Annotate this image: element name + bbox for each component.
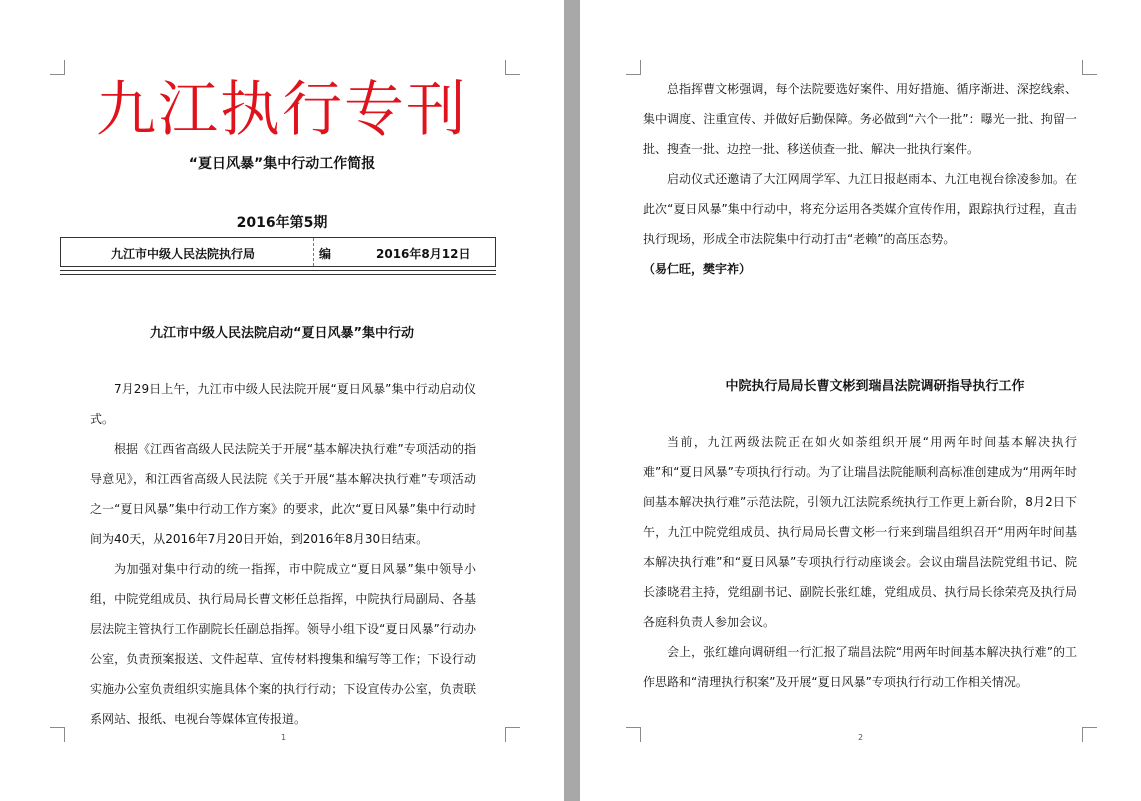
paragraph: 会上，张红雄向调研组一行汇报了瑞昌法院“用两年时间基本解决执行难”的工作思路和“清理执行积案”及开展“夏日风暴”专项执行行动工作相关情况。 <box>643 645 1077 689</box>
paragraph: 根据《江西省高级人民法院关于开展“基本解决执行难”专项活动的指导意见》，和江西省高级人民法院《关于开展“基本解决执行难”专项活动之一“夏日风暴”集中行动工作方案》的要求，此次“夏日风暴”集中行动时间为40天，从2016年7月20日开始，到2016年8月30日结束。 <box>90 442 476 546</box>
divider-line <box>60 274 496 275</box>
page-number: 1 <box>281 733 287 742</box>
paragraph: 为加强对集中行动的统一指挥，市中院成立“夏日风暴”集中领导小组，中院党组成员、执行局局长曹文彬任总指挥，中院执行局副局、各基层法院主管执行工作副院长任副总指挥。领导小组下设“夏日风暴”行动办公室，负责预案报送、文件起草、宣传材料搜集和编写等工作；下设行动实施办公室负责组织实施具体个案的执行行动；下设宣传办公室，负责联系网站、报纸、电视台等媒体宣传报道。 <box>90 562 476 726</box>
article-title: 中院执行局局长曹文彬到瑞昌法院调研指导执行工作 <box>725 379 1025 394</box>
divider-line <box>60 270 496 271</box>
page-number: 2 <box>858 733 864 742</box>
byline: （易仁旺，樊宇祚） <box>643 262 752 276</box>
masthead-title: 九江执行专刊 <box>96 75 468 145</box>
crop-mark <box>1082 727 1097 742</box>
article-body <box>90 374 476 734</box>
paragraph: 总指挥曹文彬强调，每个法院要选好案件、用好措施、循序渐进、深挖线索、集中调度、注重宣传、并做好后勤保障。务必做到“六个一批”：曝光一批、拘留一批、搜查一批、边控一批、移送侦查一批、解决一批执行案件。 <box>643 82 1077 156</box>
bulletin-subtitle: “夏日风暴”集中行动工作简报 <box>188 156 376 172</box>
paragraph: 当前，九江两级法院正在如火如荼组织开展“用两年时间基本解决执行难”和“夏日风暴”专项执行行动。为了让瑞昌法院能顺利高标准创建成为“用两年时间基本解决执行难”示范法院，引领九江法院系统执行工作更上新台阶，8月2日下午，九江中院党组成员、执行局局长曹文彬一行来到瑞昌组织召开“用两年时间基本解决执行难”和“夏日风暴”专项执行行动座谈会。会议由瑞昌法院党组书记、院长漆晓君主持，党组副书记、副院长张红雄，党组成员、执行局长徐荣亮及执行局各庭科负责人参加会议。 <box>643 435 1077 629</box>
document-page-2 <box>580 0 1141 801</box>
editor-org: 九江市中级人民法院执行局 <box>111 247 256 261</box>
crop-mark <box>505 727 520 742</box>
article-title: 九江市中级人民法院启动“夏日风暴”集中行动 <box>149 326 415 341</box>
crop-mark <box>626 727 641 742</box>
issue-number: 2016年第5期 <box>236 215 328 231</box>
paragraph: 7月29日上午，九江市中级人民法院开展“夏日风暴”集中行动启动仪式。 <box>90 382 476 426</box>
crop-mark <box>626 60 641 75</box>
document-page-1 <box>0 0 564 801</box>
article-body-continued <box>643 74 1077 284</box>
paragraph: 启动仪式还邀请了大江网周学军、九江日报赵雨本、九江电视台徐凌参加。在此次“夏日风暴”集中行动中，将充分运用各类媒介宣传作用，跟踪执行过程，直击执行现场，形成全市法院集中行动打击“老赖”的高压态势。 <box>643 172 1077 246</box>
divider <box>313 238 314 266</box>
editor-label: 编 <box>319 247 332 261</box>
crop-mark <box>50 727 65 742</box>
editor-info-box <box>60 237 496 267</box>
issue-date: 2016年8月12日 <box>376 247 471 261</box>
crop-mark <box>1082 60 1097 75</box>
article-body <box>643 427 1077 697</box>
